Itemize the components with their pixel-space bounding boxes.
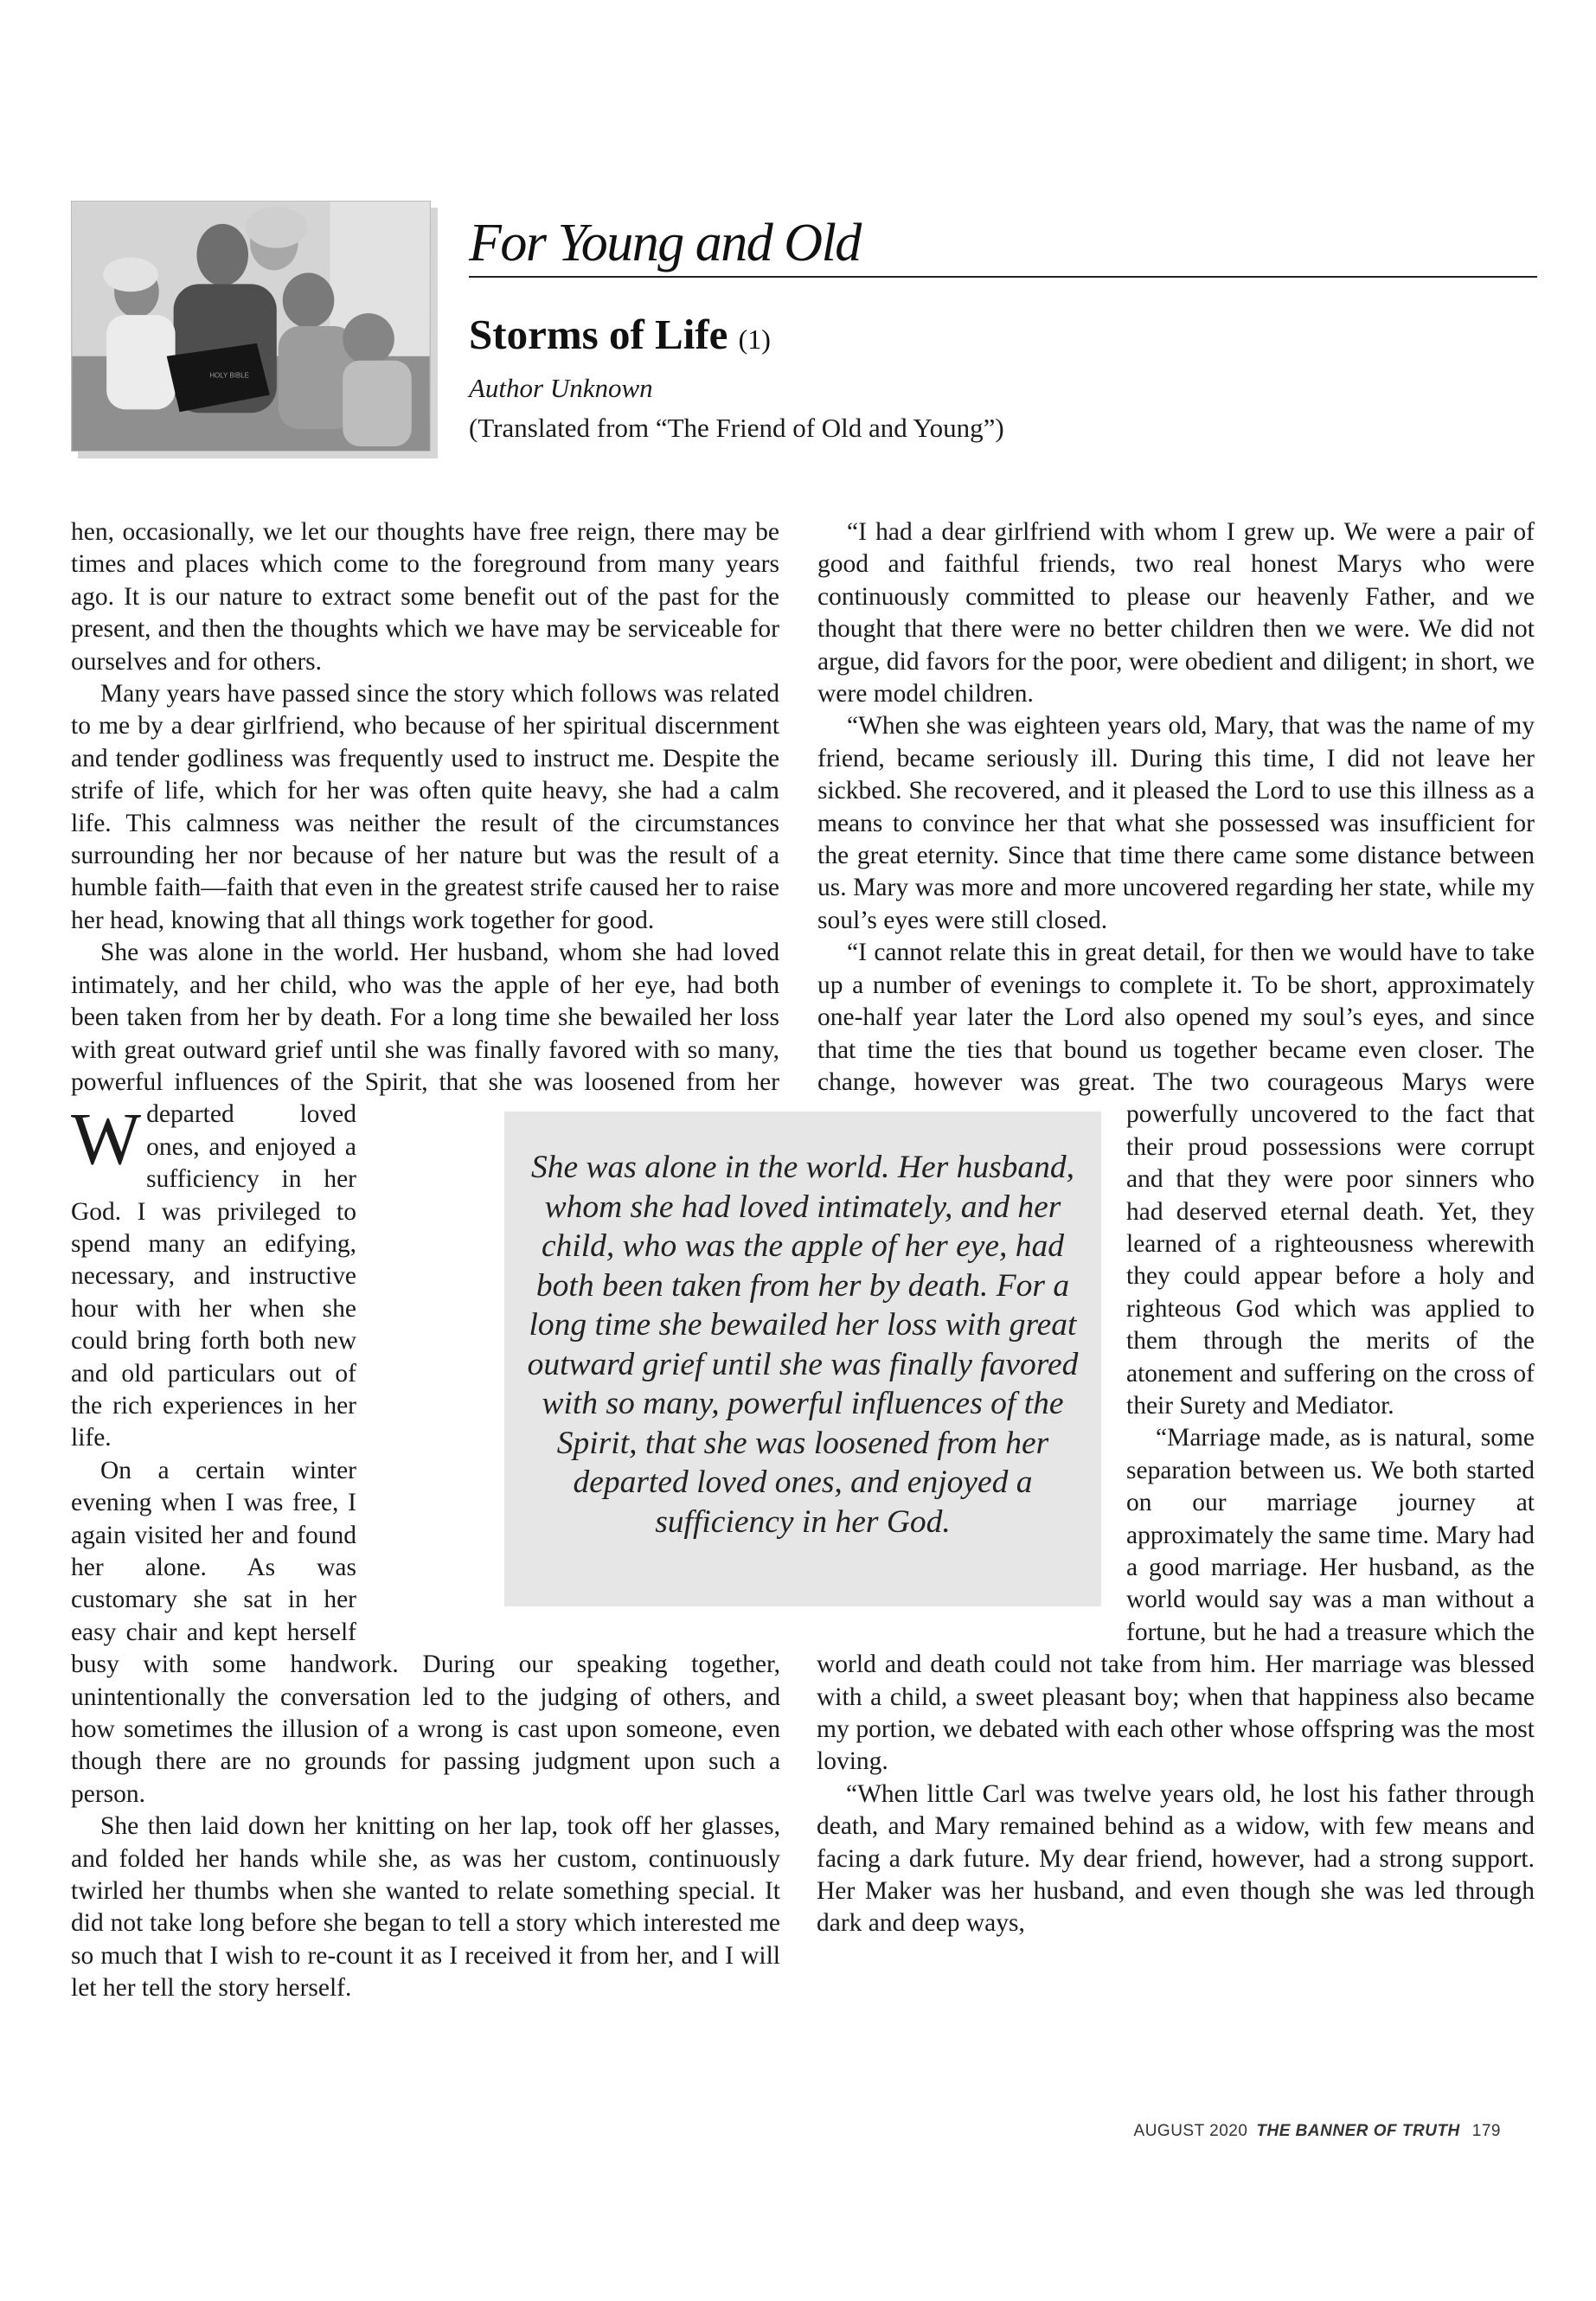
section-title: For Young and Old <box>469 214 861 272</box>
article-title-text: Storms of Life <box>469 311 728 358</box>
left-paragraph-2: Many years have passed since the story which follows was related to me by a dear girlfriend, who because of her spiritual discernment and tender godliness was frequently used to instruct me. Despite the strife of life, which for her was often quite heavy, she had a calm life. This calmness was neither the result of the circumstances surrounding her nor because of her nature but was the result of a humble faith—faith that even in the greatest strife caused her to raise her head, knowing that all things work together for good. <box>71 680 779 934</box>
title-rule <box>469 276 1537 278</box>
left-paragraph-5: She then laid down her knitting on her lap, took off her glasses, and folded her hands while she, as was her custom, continuously twirled her thumbs when she wanted to relate something special. It did not take long before she began to tell a story which interested me so much that I wish to re-count it as I received it from her, and I will let her tell the story herself. <box>71 1812 780 2003</box>
left-paragraph-4: On a certain winter evening when I was free, I again visited her and found her alone. As was customary she sat in her easy chair and kept herself busy with some handwork. During our speaking together, unintentionally the conversation led to the judging of others, and how sometimes the illusion of a wrong is cast upon someone, even though there are no grounds for passing judgment upon such a person. <box>71 1456 780 1808</box>
right-paragraph-1: “I had a dear girlfriend with whom I grew up. We were a pair of good and faithful friends, two real honest Marys who were continuously committed to please our heavenly Father, and we thought that there were no better children then we were. We did not argue, did favors for the poor, were obedient and diligent; in short, we were model children. <box>817 518 1535 708</box>
magazine-name: THE BANNER OF TRUTH <box>1256 2122 1460 2140</box>
page-number: 179 <box>1471 2122 1501 2140</box>
left-paragraph-1: W hen, occasionally, we let our thoughts have free reign, there may be times and places which come to the foreground from many years ago. It is our nature to extract some benefit out of the past for the present, and then the thoughts which we have may be serviceable for ourselves and for others. <box>71 518 779 1180</box>
right-paragraph-4: “Marriage made, as is natural, some separation between us. We both started on our marriage journey at approximately the same time. Mary had a good marriage. Her husband, as the world would say was a man without a fortune, but he had a treasure which the world and death could not take from him. Her marriage was blessed with a child, a sweet pleasant boy; when that happiness also became my portion, we debated with each other whose offspring was the most loving. <box>817 1424 1535 1776</box>
family-photo <box>71 201 431 452</box>
right-paragraph-3: “I cannot relate this in great detail, for then we would have to take up a number of evenings to complete it. To be short, approximately one-half year later the Lord also opened my soul’s eyes, and since that time the ties that bound us together became even closer. The change, however was great. The two courageous Marys were powerfully uncovered to the fact that their proud possessions were corrupt and that they were poor sinners who had deserved eternal death. Yet, they learned of a righteousness wherewith they could appear before a holy and righteous God which was applied to them through the merits of the atonement and suffering on the cross of their Surety and Mediator. <box>817 939 1535 1420</box>
issue-date: AUGUST 2020 <box>1133 2122 1248 2140</box>
bible-label: HOLY BIBLE <box>209 371 249 380</box>
article-part: (1) <box>738 324 771 355</box>
left-paragraph-3: She was alone in the world. Her husband, whom she had loved intimately, and her child, who was the apple of her eye, had both been taken from her by death. For a long time she bewailed her loss with great outward grief until she was finally favored with so many, powerful influences of the Spirit, that she was loosened from her departed loved ones, and enjoyed a sufficiency in her God. I was privileged to spend many an edifying, necessary, and instructive hour with her when she could bring forth both new and old particulars out of the rich experiences in her life. <box>71 939 779 1452</box>
article-title <box>469 313 771 356</box>
family-reading-bible-icon <box>72 202 430 451</box>
right-paragraph-5: “When little Carl was twelve years old, he lost his father through death, and Mary remained behind as a widow, with few means and facing a dark future. My dear friend, however, had a strong support. Her Maker was her husband, and even though she was led through dark and deep ways, <box>817 1779 1535 1938</box>
article-author: Author Unknown <box>469 373 653 403</box>
dropcap: W <box>71 1097 142 1180</box>
article-source: (Translated from “The Friend of Old and Young”) <box>469 413 1004 443</box>
pull-quote: She was alone in the world. Her husband, whom she had loved intimately, and her child, who was the apple of her eye, had both been taken from her by death. For a long time she bewailed her loss with great outward grief until she was finally favored with so many, powerful influences of the Spirit, that she was loosened from her departed loved ones, and enjoyed a sufficiency in her God. <box>504 1112 1101 1606</box>
page-footer <box>1134 2122 1501 2141</box>
right-paragraph-2: “When she was eighteen years old, Mary, that was the name of my friend, became seriously ill. During this time, I did not leave her sickbed. She recovered, and it pleased the Lord to use this illness as a means to convince her that what she possessed was insufficient for the great eternity. Since that time there came some distance between us. Mary was more and more uncovered regarding her state, while my soul’s eyes were still closed. <box>817 712 1535 934</box>
